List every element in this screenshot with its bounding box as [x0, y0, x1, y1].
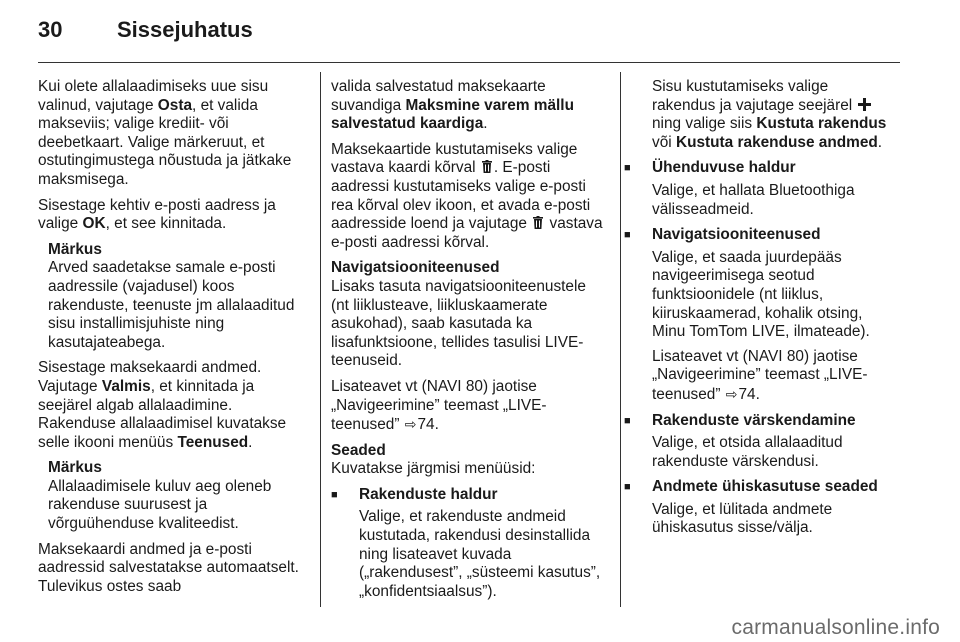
- option-name-delete-app: Kustuta rakendus: [756, 115, 887, 133]
- list-item: [624, 478, 894, 538]
- menu-name-teenused: Teenused: [177, 433, 249, 451]
- column-divider-2: [620, 72, 621, 607]
- paragraph-card: Sisestage maksekaardi andmed. Vajutage Valmis, et kinnitada ja seejärel algab allalaadimine. Rakenduse allalaadimisel kuvatakse selle ikooni menüüs Teenused.: [38, 359, 287, 451]
- column-2: [331, 78, 606, 608]
- paragraph-saved-cards: valida salvestatud maksekaarte suvandiga Maksmine varem mällu salvestatud kaardiga.: [331, 78, 574, 133]
- bullet-title: Andmete ühiskasutuse seaded: [652, 478, 878, 496]
- watermark: carmanualsonline.info: [731, 616, 940, 639]
- button-name-osta: Osta: [157, 96, 193, 114]
- bullet-icon: ■: [624, 229, 631, 242]
- bullet-title: Ühenduvuse haldur: [652, 159, 796, 177]
- section-heading-nav: Navigatsiooniteenused: [331, 259, 500, 277]
- plus-icon: [858, 98, 871, 111]
- bullet-icon: ■: [624, 414, 631, 427]
- list-item: [624, 412, 894, 472]
- column-3: [624, 78, 894, 545]
- bullet-title: Rakenduste haldur: [359, 485, 498, 503]
- option-name-saved-card: Maksmine varem mällu salvestatud kaardiga: [331, 96, 574, 133]
- bullet-text: Valige, et hallata Bluetoothiga välisseadmeid.: [652, 181, 855, 218]
- note-2-title: Märkus: [48, 459, 102, 477]
- header-rule: [38, 62, 900, 63]
- paragraph-saved: Maksekaardi andmed ja e-posti aadressid salvestatakse automaatselt. Tulevikus ostes saab: [38, 540, 299, 595]
- bullet-extra: Lisateavet vt (NAVI 80) jaotise „Navigeerimine” teemast „LIVE-teenused” ⇨74.: [652, 347, 868, 403]
- note-1-title: Märkus: [48, 240, 102, 258]
- note-2: [48, 459, 310, 533]
- page-reference-icon: ⇨: [404, 416, 417, 433]
- note-2-text: Allalaadimisele kuluv aeg oleneb rakenduse suurusest ja võrguühenduse kvaliteedist.: [48, 477, 272, 533]
- column-1: [38, 78, 310, 603]
- bullet-text: Valige, et rakenduste andmeid kustutada, rakendusi desinstallida ning lisateavet kuvada („rakendusest”, „süsteemi kasutus”, „konfidentsiaalsus”).: [359, 508, 601, 600]
- paragraph-delete-cards: Maksekaartide kustutamiseks valige vastava kaardi kõrval . E-posti aadressi kustutamiseks valige e-posti rea kõrval olev ikoon, et avada e-posti aadresside loend ja vajutage vastava e-posti aadressi kõrval.: [331, 140, 603, 251]
- page-number: 30: [38, 17, 63, 42]
- list-item: [624, 78, 894, 152]
- list-item: [624, 226, 894, 404]
- paragraph-email: Sisestage kehtiv e-posti aadress ja valige OK, et see kinnitada.: [38, 196, 276, 233]
- continued-text: Sisu kustutamiseks valige rakendus ja vajutage seejärel ning valige siis Kustuta rakendus või Kustuta rakenduse andmed.: [652, 78, 887, 151]
- bullet-icon: ■: [624, 162, 631, 175]
- note-1: [48, 241, 310, 353]
- bullet-icon: ■: [624, 481, 631, 494]
- page-title: Sissejuhatus: [117, 17, 253, 42]
- list-item: [624, 159, 894, 219]
- button-name-valmis: Valmis: [101, 377, 151, 395]
- paragraph-purchase: Kui olete allalaadimiseks uue sisu valinud, vajutage Osta, et valida makseviis; valige krediit- või deebetkaart. Valige märkeruut, et ostutingimustega nõustuda ja jätkake maksmisega.: [38, 78, 292, 188]
- list-item: [331, 486, 606, 602]
- option-name-delete-app-data: Kustuta rakenduse andmed: [675, 133, 878, 151]
- note-1-text: Arved saadetakse samale e-posti aadressile (vajadusel) koos rakenduste, teenuste jm allalaaditud sisu installimisjuhiste ning kasutajateabega.: [48, 259, 295, 351]
- page-reference-icon: ⇨: [725, 385, 738, 402]
- bullet-icon: ■: [331, 488, 338, 501]
- paragraph-settings: Kuvatakse järgmisi menüüsid:: [331, 460, 536, 478]
- bullet-title: Rakenduste värskendamine: [652, 411, 856, 429]
- bullet-text: Valige, et otsida allalaaditud rakenduste värskendusi.: [652, 434, 843, 470]
- bullet-title: Navigatsiooniteenused: [652, 226, 821, 244]
- paragraph-nav-services: Lisaks tasuta navigatsiooniteenustele (nt liiklusteave, liikluskaamerate asukohad), saab kasutada ka lisafunktsioone, tellides tasulisi LIVE-teenuseid.: [331, 277, 586, 370]
- column-divider-1: [320, 72, 321, 607]
- trash-icon: [533, 216, 543, 229]
- bullet-text: Valige, et saada juurdepääs navigeerimisega seotud funktsioonidele (nt liiklus, kiiruskaamerad, kohalik otsing, Minu TomTom LIVE, ilmateade).: [652, 248, 870, 341]
- button-name-ok: OK: [82, 215, 106, 233]
- bullet-text: Valige, et lülitada andmete ühiskasutus sisse/välja.: [652, 500, 833, 537]
- section-heading-settings: Seaded: [331, 441, 386, 459]
- paragraph-nav-ref: Lisateavet vt (NAVI 80) jaotise „Navigeerimine” teemast „LIVE-teenused” ⇨74.: [331, 377, 547, 434]
- trash-icon: [482, 160, 492, 173]
